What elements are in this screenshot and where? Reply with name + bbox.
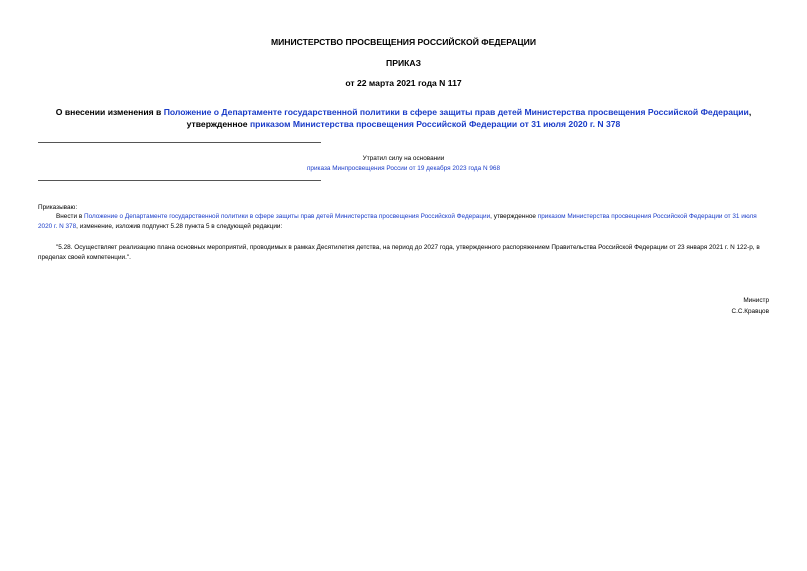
p1-suffix: , изменение, изложив подпункт 5.28 пункта 5 в следующей редакции:: [76, 223, 283, 230]
divider-bottom: [38, 180, 321, 181]
document-type: ПРИКАЗ: [386, 58, 421, 68]
title-link-order[interactable]: приказом Министерства просвещения Российской Федерации от 31 июля 2020 г. N 378: [249, 119, 621, 129]
p1-link-order[interactable]: приказом Министерства просвещения Российской Федерации от 31 июля 2020 г. N 378: [38, 213, 757, 230]
ministry-heading: МИНИСТЕРСТВО ПРОСВЕЩЕНИЯ РОССИЙСКОЙ ФЕДЕРАЦИИ: [270, 37, 537, 47]
divider-top: [38, 142, 321, 143]
validity-note-text: Утратил силу на основании: [362, 155, 445, 162]
title-prefix: О внесении изменения в: [55, 107, 164, 117]
signature-position: Министр: [743, 297, 769, 304]
p1-prefix: Внести в: [56, 213, 84, 220]
title-middle: , утвержденное: [186, 107, 752, 129]
document-date: от 22 марта 2021 года N 117: [345, 78, 462, 88]
document-title: [30, 106, 777, 130]
signature-name: С.С.Кравцов: [731, 308, 769, 315]
validity-note-line: [0, 164, 807, 174]
title-link-regulation[interactable]: Положение о Департаменте государственной политики в сфере защиты прав детей Министерства просвещения Российской Федерации: [163, 107, 749, 117]
p1-middle: , утвержденное: [490, 213, 538, 220]
validity-note-link[interactable]: приказа Минпросвещения России от 19 декабря 2023 года N 968: [306, 165, 501, 172]
paragraph-new-wording: "5.28. Осуществляет реализацию плана основных мероприятий, проводимых в рамках Десятилетия детства, на период до 2027 года, утвержденного распоряжением Правительства Российской Федерации от 23 января 2021 г. N 122-р, в пределах своей компетенции.".: [38, 244, 760, 261]
p1-link-regulation[interactable]: Положение о Департаменте государственной политики в сфере защиты прав детей Министерства просвещения Российской Федерации: [83, 213, 491, 220]
paragraph-amendment: [38, 212, 771, 232]
order-word: Приказываю:: [38, 204, 78, 211]
